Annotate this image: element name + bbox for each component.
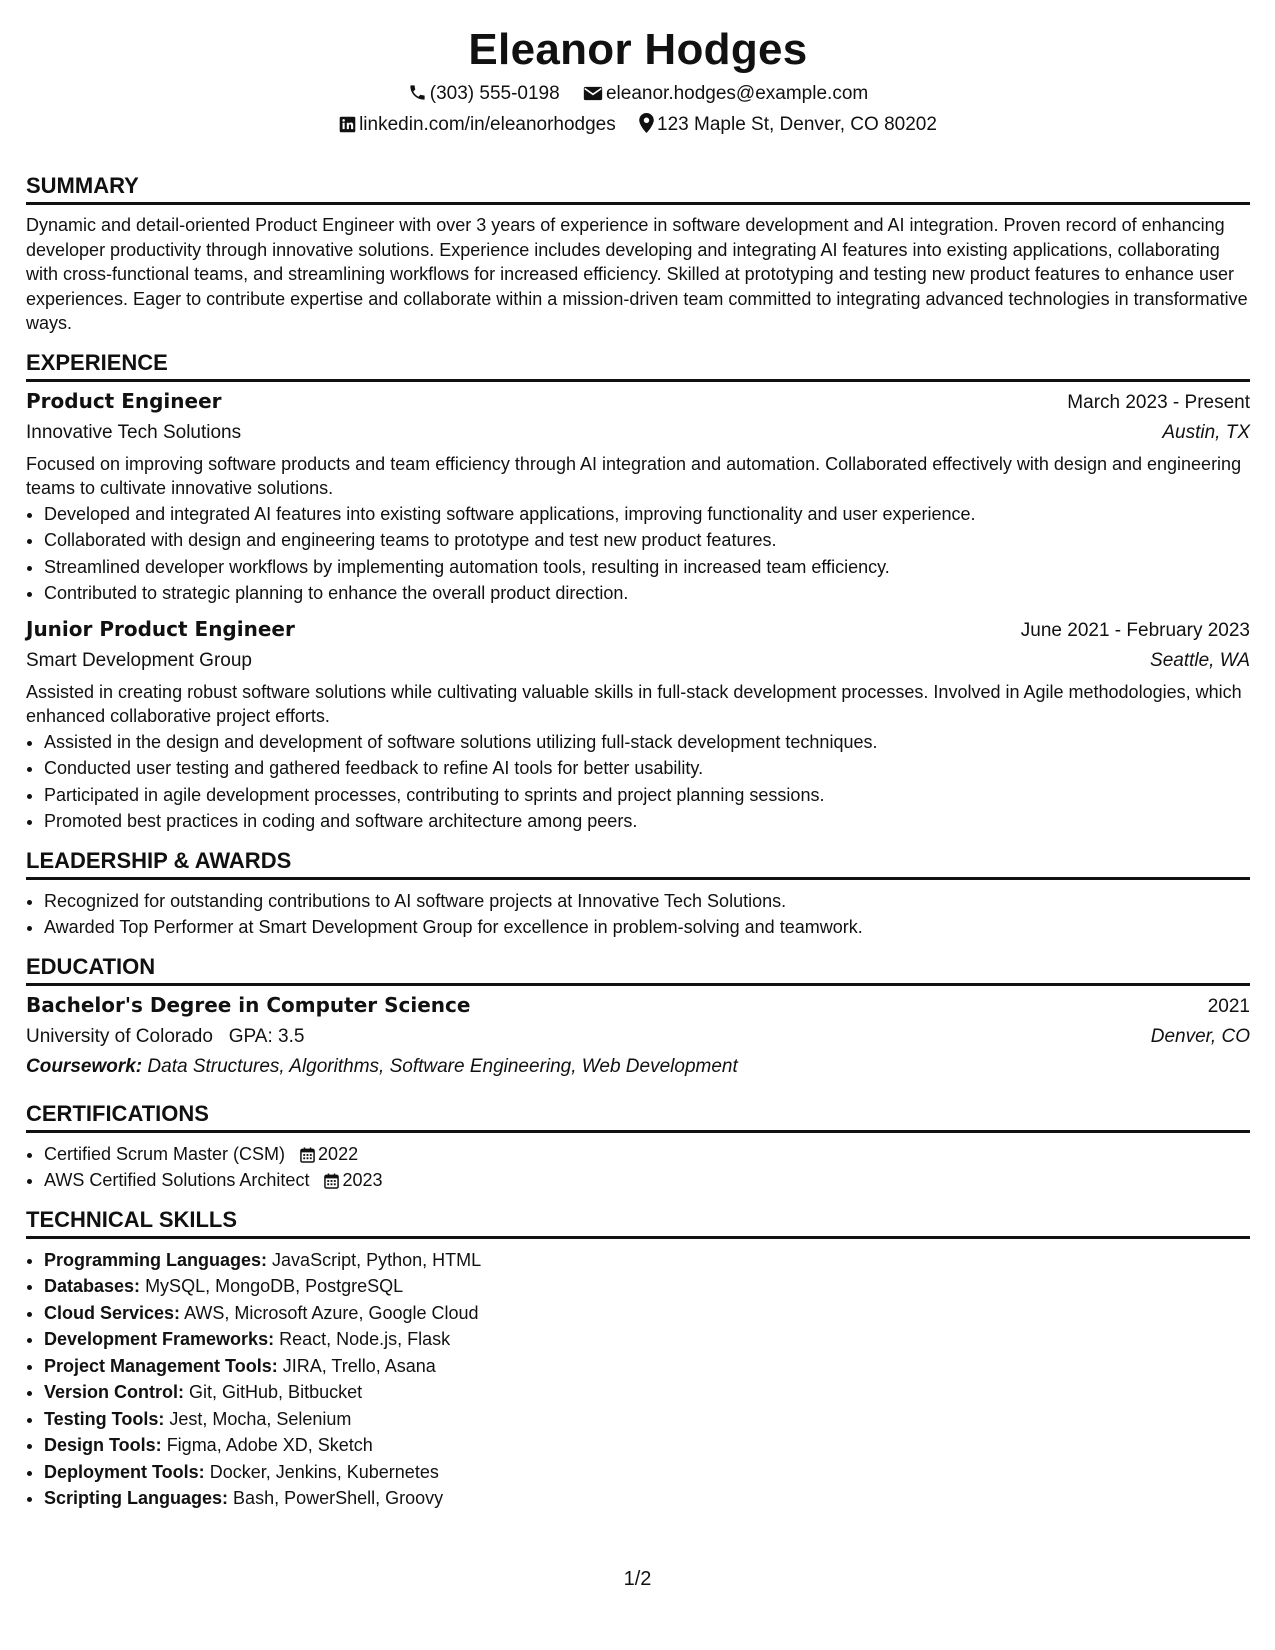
job-company: Innovative Tech Solutions xyxy=(26,421,242,443)
list-item: • Promoted best practices in coding and software architecture among peers. xyxy=(44,808,1250,835)
certifications-section xyxy=(26,1100,1250,1194)
list-item xyxy=(44,1485,1250,1512)
graduation-year: 2021 xyxy=(1207,995,1250,1017)
skill-value: Git, GitHub, Bitbucket xyxy=(189,1382,363,1402)
list-item xyxy=(44,1379,1250,1406)
skill-value: JavaScript, Python, HTML xyxy=(272,1249,482,1270)
job-dates: June 2021 - February 2023 xyxy=(1020,619,1250,641)
job-location: Seattle, WA xyxy=(1150,649,1250,671)
certifications-heading: CERTIFICATIONS xyxy=(26,1100,1250,1133)
skills-list xyxy=(26,1247,1250,1512)
list-item xyxy=(44,1167,1250,1194)
list-item xyxy=(44,1326,1250,1353)
school-name: University of Colorado xyxy=(26,1025,213,1047)
skill-label: Cloud Services: xyxy=(44,1302,181,1323)
list-item xyxy=(44,1432,1250,1459)
linkedin-icon xyxy=(339,116,356,133)
skill-label: Programming Languages: xyxy=(44,1249,268,1270)
coursework-list: Data Structures, Algorithms, Software Engineering, Web Development xyxy=(147,1055,738,1077)
skill-value: Bash, PowerShell, Groovy xyxy=(233,1488,444,1508)
list-item xyxy=(44,1300,1250,1327)
summary-heading: SUMMARY xyxy=(26,172,1250,205)
skill-value: JIRA, Trello, Asana xyxy=(282,1355,436,1376)
skill-label: Design Tools: xyxy=(44,1435,162,1455)
summary-section xyxy=(26,172,1250,336)
gpa: GPA: 3.5 xyxy=(228,1025,305,1047)
skill-value: Figma, Adobe XD, Sketch xyxy=(166,1435,373,1455)
calendar-icon xyxy=(324,1173,339,1189)
email-item xyxy=(583,78,868,109)
skill-value: Docker, Jenkins, Kubernetes xyxy=(209,1461,439,1482)
cert-name: Certified Scrum Master (CSM) xyxy=(44,1143,286,1164)
skill-label: Version Control: xyxy=(44,1382,185,1402)
list-item: • Streamlined developer workflows by implementing automation tools, resulting in increased team efficiency. xyxy=(44,554,1250,581)
job-description: Focused on improving software products and team efficiency through AI integration and automation. Collaborated effectively with design and engineering teams to cultivate innovative solutions. xyxy=(26,453,1242,498)
list-item: • Contributed to strategic planning to enhance the overall product direction. xyxy=(44,580,1250,607)
certifications-list xyxy=(26,1141,1250,1194)
address-item xyxy=(639,109,937,140)
degree-title: Bachelor's Degree in Computer Science xyxy=(26,992,471,1017)
phone-icon xyxy=(408,83,427,102)
skill-label: Scripting Languages: xyxy=(44,1488,229,1508)
job-dates: March 2023 - Present xyxy=(1067,391,1250,413)
email-address[interactable]: eleanor.hodges@example.com xyxy=(605,83,869,104)
cert-year: 2022 xyxy=(318,1143,359,1164)
resume-page xyxy=(26,0,1250,1512)
skill-value: Jest, Mocha, Selenium xyxy=(169,1408,352,1429)
experience-section xyxy=(26,349,1250,835)
contact-row-1 xyxy=(26,78,1250,109)
job-description: Assisted in creating robust software solutions while cultivating valuable skills in full-stack development processes. Involved in Agile methodologies, which enhanced collaborative project efforts. xyxy=(26,681,1242,726)
cert-year: 2023 xyxy=(342,1170,383,1190)
skill-label: Deployment Tools: xyxy=(44,1461,205,1482)
school-location: Denver, CO xyxy=(1150,1025,1250,1047)
list-item xyxy=(44,1247,1250,1274)
job-entry xyxy=(26,614,1250,835)
awards-heading: LEADERSHIP & AWARDS xyxy=(26,847,1250,880)
coursework-label: Coursework: xyxy=(26,1055,143,1077)
summary-text: Dynamic and detail-oriented Product Engineer with over 3 years of experience in software development and AI integration. Proven record of enhancing developer productivity through innovative solutions. Experience includes developing and integrating AI features into existing applications, collaborating with cross-functional teams, and streamlining workflows for increased efficiency. Skilled at prototyping and testing new product features to enhance user experiences. Eager to contribute expertise and collaborate within a mission-driven team committed to integrating advanced technologies in transformative ways. xyxy=(26,215,1248,333)
awards-section xyxy=(26,847,1250,941)
school-line xyxy=(26,1022,304,1052)
list-item: • Collaborated with design and engineering teams to prototype and test new product features. xyxy=(44,527,1250,554)
linkedin-url[interactable]: linkedin.com/in/eleanorhodges xyxy=(359,114,616,135)
awards-list xyxy=(26,888,1250,941)
job-title: Product Engineer xyxy=(26,388,222,413)
list-item: • Participated in agile development processes, contributing to sprints and project planning sessions. xyxy=(44,782,1250,809)
contact-row-2 xyxy=(26,109,1250,140)
skill-label: Development Frameworks: xyxy=(44,1329,275,1349)
list-item: • Conducted user testing and gathered feedback to refine AI tools for better usability. xyxy=(44,755,1250,782)
list-item: • Recognized for outstanding contributions to AI software projects at Innovative Tech Solutions. xyxy=(44,888,1250,915)
skill-label: Project Management Tools: xyxy=(44,1355,278,1376)
skill-value: MySQL, MongoDB, PostgreSQL xyxy=(145,1276,404,1296)
skill-label: Databases: xyxy=(44,1276,141,1296)
experience-heading: EXPERIENCE xyxy=(26,349,1250,382)
skills-section xyxy=(26,1206,1250,1512)
linkedin-item xyxy=(339,109,616,140)
list-item xyxy=(44,1273,1250,1300)
list-item: • Assisted in the design and development of software solutions utilizing full-stack development techniques. xyxy=(44,729,1250,756)
list-item xyxy=(44,1353,1250,1380)
job-company: Smart Development Group xyxy=(26,649,252,671)
job-location: Austin, TX xyxy=(1162,421,1250,443)
address-text: 123 Maple St, Denver, CO 80202 xyxy=(657,114,937,135)
envelope-icon xyxy=(583,85,603,102)
skill-value: AWS, Microsoft Azure, Google Cloud xyxy=(184,1302,479,1323)
phone-item xyxy=(408,78,560,109)
education-heading: EDUCATION xyxy=(26,953,1250,986)
skill-value: React, Node.js, Flask xyxy=(279,1329,451,1349)
list-item: • Awarded Top Performer at Smart Development Group for excellence in problem-solving and teamwork. xyxy=(44,914,1250,941)
job-title: Junior Product Engineer xyxy=(26,616,295,641)
skill-label: Testing Tools: xyxy=(44,1408,165,1429)
phone-number[interactable]: (303) 555-0198 xyxy=(429,83,560,104)
coursework-line xyxy=(26,1052,1250,1082)
job-entry xyxy=(26,386,1250,607)
map-pin-icon xyxy=(639,113,654,133)
list-item: • Developed and integrated AI features into existing software applications, improving functionality and user experience. xyxy=(44,501,1250,528)
page-number: 1/2 xyxy=(623,1568,652,1590)
skills-heading: TECHNICAL SKILLS xyxy=(26,1206,1250,1239)
list-item xyxy=(44,1459,1250,1486)
list-item xyxy=(44,1406,1250,1433)
calendar-icon xyxy=(300,1147,315,1163)
cert-name: AWS Certified Solutions Architect xyxy=(44,1170,310,1190)
job-bullets xyxy=(26,501,1250,607)
list-item xyxy=(44,1141,1250,1168)
education-section xyxy=(26,953,1250,1082)
candidate-name: Eleanor Hodges xyxy=(468,25,808,74)
job-bullets xyxy=(26,729,1250,835)
